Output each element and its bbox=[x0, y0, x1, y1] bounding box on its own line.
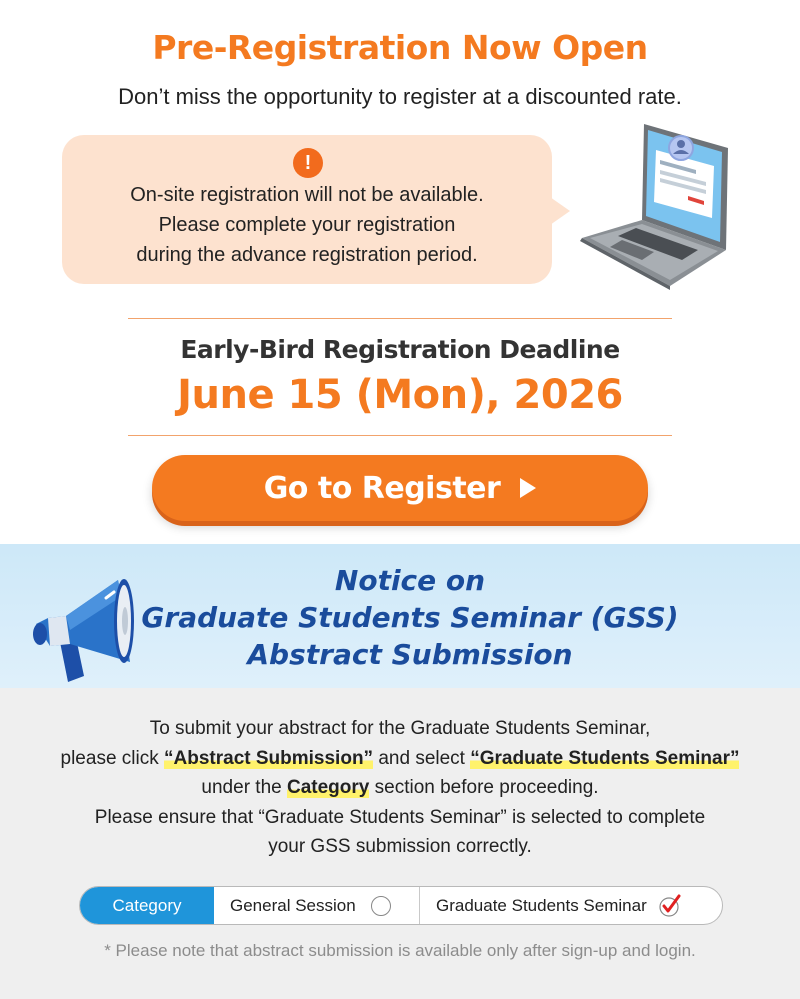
notice-line: Please complete your registration bbox=[158, 214, 456, 236]
divider bbox=[128, 435, 672, 436]
radio-checked-icon[interactable] bbox=[659, 894, 683, 918]
play-arrow-icon bbox=[520, 478, 536, 498]
option-label: Graduate Students Seminar bbox=[436, 895, 647, 915]
category-highlight: Category bbox=[287, 777, 370, 798]
category-option-graduate-students-seminar[interactable] bbox=[420, 887, 722, 924]
instruction-text: please click bbox=[60, 747, 165, 769]
category-option-general-session[interactable] bbox=[214, 887, 420, 924]
deadline-date: June 15 (Mon), 2026 bbox=[177, 372, 623, 418]
instruction-text: and select bbox=[373, 747, 471, 769]
instruction-line: your GSS submission correctly. bbox=[268, 836, 532, 857]
register-button-label: Go to Register bbox=[263, 470, 501, 506]
notice-bubble-text bbox=[62, 180, 552, 270]
notice-title-line: Notice on bbox=[334, 564, 486, 597]
laptop-icon bbox=[578, 120, 738, 290]
instruction-text: section before proceeding. bbox=[369, 777, 599, 798]
gss-instructions bbox=[0, 714, 800, 862]
instruction-text: under the bbox=[201, 777, 287, 798]
footnote: * Please note that abstract submission is available only after sign-up and login. bbox=[104, 941, 696, 960]
notice-line: On-site registration will not be available. bbox=[130, 184, 484, 206]
notice-title-line: Graduate Students Seminar (GSS) bbox=[141, 601, 679, 634]
category-selector bbox=[79, 886, 723, 925]
notice-line: during the advance registration period. bbox=[136, 244, 478, 266]
go-to-register-button[interactable] bbox=[152, 455, 648, 521]
deadline-label: Early-Bird Registration Deadline bbox=[180, 335, 620, 364]
abstract-submission-highlight: “Abstract Submission” bbox=[164, 747, 374, 769]
option-label: General Session bbox=[230, 895, 356, 915]
divider bbox=[128, 318, 672, 319]
instruction-line: To submit your abstract for the Graduate Students Seminar, bbox=[149, 718, 651, 739]
category-label: Category bbox=[80, 887, 214, 924]
instruction-line bbox=[0, 773, 800, 803]
gss-notice-title bbox=[110, 562, 710, 673]
exclamation-icon: ! bbox=[293, 148, 323, 178]
gss-highlight: “Graduate Students Seminar” bbox=[470, 747, 740, 769]
page-subtitle: Don’t miss the opportunity to register at a discounted rate. bbox=[118, 84, 682, 109]
radio-unchecked-icon[interactable] bbox=[371, 896, 391, 916]
instruction-line: Please ensure that “Graduate Students Seminar” is selected to complete bbox=[94, 806, 706, 828]
notice-title-line: Abstract Submission bbox=[247, 638, 573, 671]
page-title: Pre-Registration Now Open bbox=[152, 28, 648, 67]
instruction-line bbox=[0, 744, 800, 774]
